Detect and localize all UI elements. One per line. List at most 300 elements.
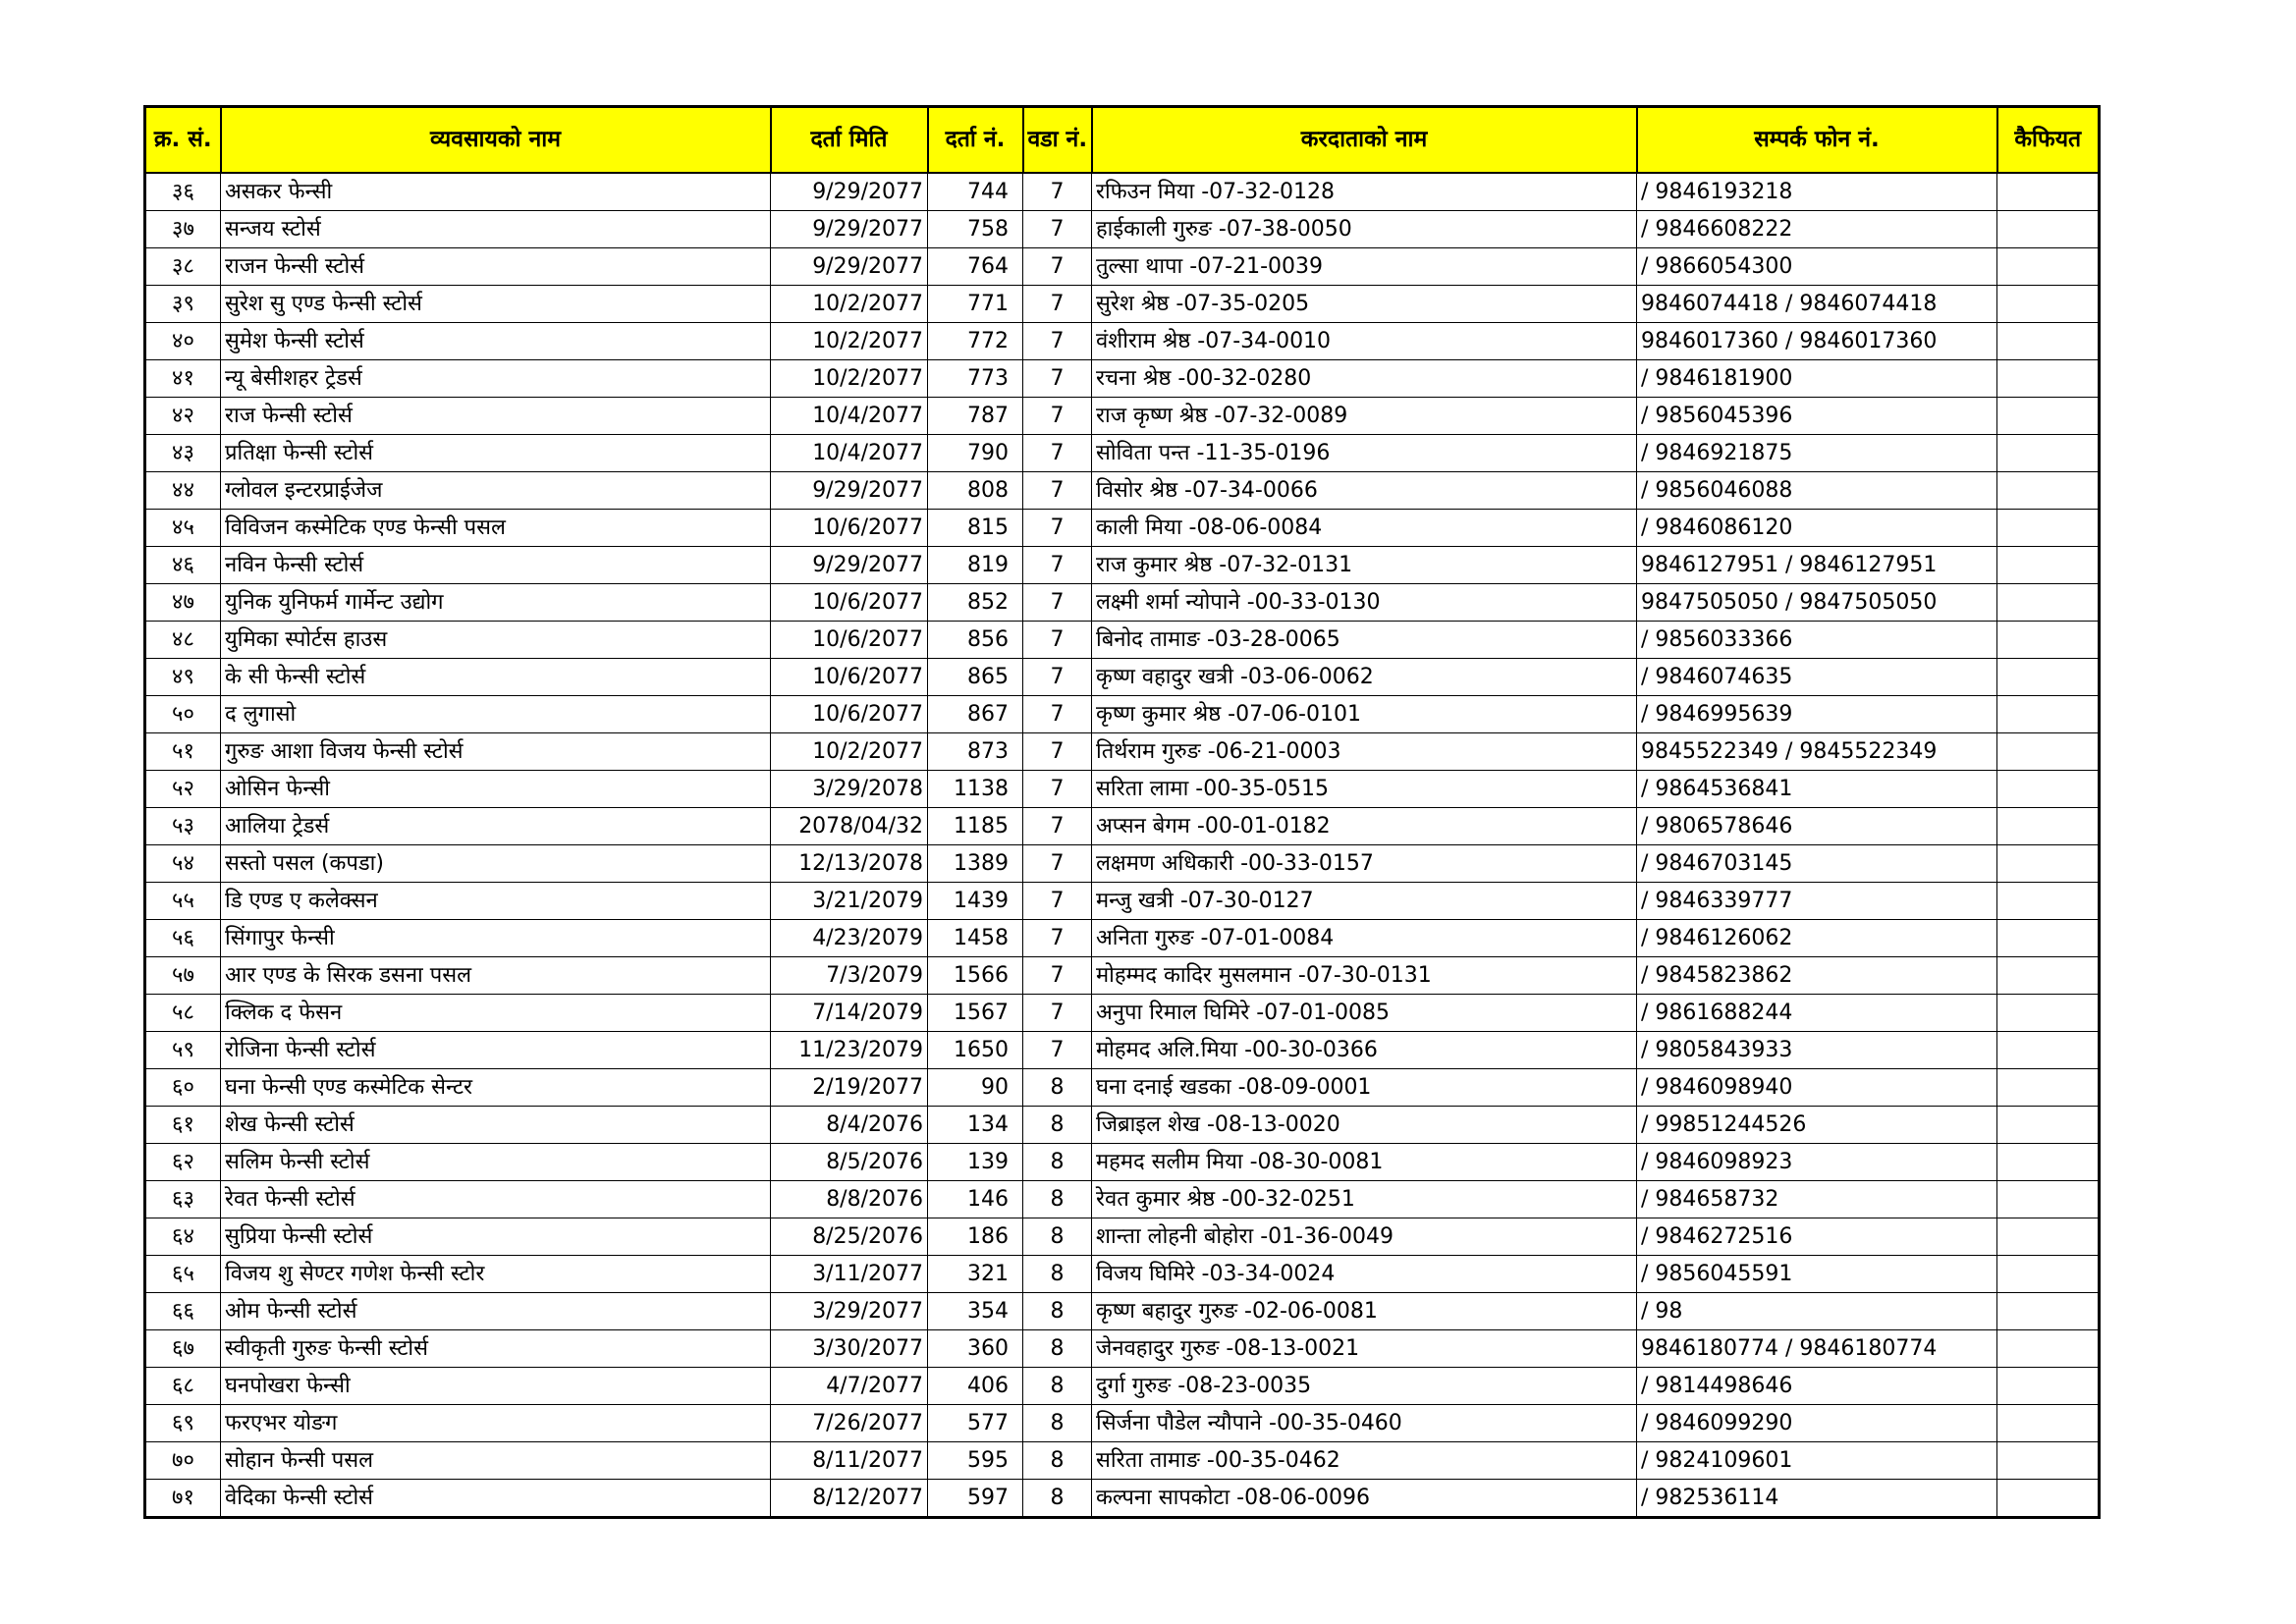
cell-registration-date: 10/6/2077	[771, 695, 928, 732]
cell-taxpayer-name: अनिता गुरुङ -07-01-0084	[1092, 919, 1637, 956]
cell-registration-date: 7/14/2079	[771, 994, 928, 1031]
table-row	[145, 1106, 2100, 1143]
cell-registration-date: 9/29/2077	[771, 210, 928, 247]
cell-taxpayer-name: काली मिया -08-06-0084	[1092, 509, 1637, 546]
cell-registration-number: 354	[928, 1292, 1023, 1329]
cell-taxpayer-name: वंशीराम श्रेष्ठ -07-34-0010	[1092, 322, 1637, 359]
cell-remarks	[1997, 994, 2100, 1031]
cell-registration-date: 12/13/2078	[771, 844, 928, 882]
cell-ward-number: 7	[1023, 1031, 1092, 1068]
cell-ward-number: 8	[1023, 1329, 1092, 1367]
cell-serial-number: ४८	[145, 621, 221, 658]
table-row	[145, 397, 2100, 434]
cell-taxpayer-name: अप्सन बेगम -00-01-0182	[1092, 807, 1637, 844]
cell-serial-number: ४१	[145, 359, 221, 397]
cell-serial-number: ४०	[145, 322, 221, 359]
cell-registration-number: 815	[928, 509, 1023, 546]
cell-taxpayer-name: राज कुमार श्रेष्ठ -07-32-0131	[1092, 546, 1637, 583]
cell-serial-number: ६०	[145, 1068, 221, 1106]
cell-serial-number: ४७	[145, 583, 221, 621]
cell-business-name: ओम फेन्सी स्टोर्स	[221, 1292, 771, 1329]
cell-remarks	[1997, 285, 2100, 322]
table-row	[145, 1143, 2100, 1180]
cell-remarks	[1997, 1404, 2100, 1441]
cell-taxpayer-name: लक्षमण अधिकारी -00-33-0157	[1092, 844, 1637, 882]
cell-registration-number: 90	[928, 1068, 1023, 1106]
cell-registration-date: 4/7/2077	[771, 1367, 928, 1404]
cell-registration-number: 856	[928, 621, 1023, 658]
cell-business-name: विजय शु सेण्टर गणेश फेन्सी स्टोर	[221, 1255, 771, 1292]
table-row	[145, 285, 2100, 322]
cell-contact-phone: 9847505050 / 9847505050	[1637, 583, 1997, 621]
cell-registration-date: 10/6/2077	[771, 583, 928, 621]
cell-ward-number: 7	[1023, 994, 1092, 1031]
cell-contact-phone: / 9846086120	[1637, 509, 1997, 546]
cell-taxpayer-name: रफिउन मिया -07-32-0128	[1092, 173, 1637, 211]
table-row	[145, 1329, 2100, 1367]
cell-registration-number: 873	[928, 732, 1023, 770]
cell-registration-number: 139	[928, 1143, 1023, 1180]
cell-ward-number: 8	[1023, 1180, 1092, 1218]
cell-remarks	[1997, 173, 2100, 211]
table-row	[145, 695, 2100, 732]
cell-registration-number: 1389	[928, 844, 1023, 882]
cell-registration-number: 360	[928, 1329, 1023, 1367]
cell-registration-date: 9/29/2077	[771, 173, 928, 211]
cell-registration-date: 10/6/2077	[771, 621, 928, 658]
cell-contact-phone: / 9856033366	[1637, 621, 1997, 658]
cell-ward-number: 8	[1023, 1218, 1092, 1255]
cell-registration-date: 7/3/2079	[771, 956, 928, 994]
cell-registration-date: 10/2/2077	[771, 732, 928, 770]
cell-ward-number: 7	[1023, 658, 1092, 695]
cell-business-name: राजन फेन्सी स्टोर्स	[221, 247, 771, 285]
cell-registration-date: 8/5/2076	[771, 1143, 928, 1180]
cell-contact-phone: / 9806578646	[1637, 807, 1997, 844]
cell-remarks	[1997, 1106, 2100, 1143]
cell-taxpayer-name: सिर्जना पौडेल न्यौपाने -00-35-0460	[1092, 1404, 1637, 1441]
table-row	[145, 919, 2100, 956]
cell-remarks	[1997, 434, 2100, 471]
cell-registration-number: 1458	[928, 919, 1023, 956]
cell-serial-number: ५३	[145, 807, 221, 844]
cell-business-name: वेदिका फेन्सी स्टोर्स	[221, 1479, 771, 1517]
cell-registration-number: 867	[928, 695, 1023, 732]
cell-remarks	[1997, 1143, 2100, 1180]
cell-remarks	[1997, 546, 2100, 583]
cell-contact-phone: / 9846099290	[1637, 1404, 1997, 1441]
table-row	[145, 994, 2100, 1031]
business-registration-table	[143, 105, 2101, 1519]
cell-registration-number: 744	[928, 173, 1023, 211]
cell-registration-number: 134	[928, 1106, 1023, 1143]
cell-business-name: आलिया ट्रेडर्स	[221, 807, 771, 844]
table-row	[145, 732, 2100, 770]
cell-business-name: के सी फेन्सी स्टोर्स	[221, 658, 771, 695]
cell-contact-phone: 9846074418 / 9846074418	[1637, 285, 1997, 322]
cell-ward-number: 7	[1023, 210, 1092, 247]
cell-ward-number: 8	[1023, 1404, 1092, 1441]
table-row	[145, 1441, 2100, 1479]
cell-registration-number: 577	[928, 1404, 1023, 1441]
cell-business-name: सुरेश सु एण्ड फेन्सी स्टोर्स	[221, 285, 771, 322]
header-business-name: व्यवसायको नाम	[221, 107, 771, 173]
cell-serial-number: ७०	[145, 1441, 221, 1479]
cell-serial-number: ६१	[145, 1106, 221, 1143]
cell-registration-date: 9/29/2077	[771, 546, 928, 583]
cell-ward-number: 8	[1023, 1143, 1092, 1180]
table-row	[145, 1218, 2100, 1255]
cell-remarks	[1997, 919, 2100, 956]
cell-registration-number: 1650	[928, 1031, 1023, 1068]
cell-taxpayer-name: बिनोद तामाङ -03-28-0065	[1092, 621, 1637, 658]
cell-ward-number: 8	[1023, 1367, 1092, 1404]
table-row	[145, 509, 2100, 546]
cell-contact-phone: / 9846074635	[1637, 658, 1997, 695]
cell-contact-phone: / 9846339777	[1637, 882, 1997, 919]
cell-serial-number: ६३	[145, 1180, 221, 1218]
table-row	[145, 173, 2100, 211]
cell-registration-number: 1185	[928, 807, 1023, 844]
cell-remarks	[1997, 1218, 2100, 1255]
cell-contact-phone: 9846127951 / 9846127951	[1637, 546, 1997, 583]
cell-registration-date: 3/29/2078	[771, 770, 928, 807]
cell-serial-number: ४४	[145, 471, 221, 509]
cell-serial-number: ४९	[145, 658, 221, 695]
table-body	[145, 173, 2100, 1518]
cell-business-name: प्रतिक्षा फेन्सी स्टोर्स	[221, 434, 771, 471]
cell-ward-number: 8	[1023, 1068, 1092, 1106]
cell-business-name: फरएभर योङग	[221, 1404, 771, 1441]
cell-contact-phone: / 9846098923	[1637, 1143, 1997, 1180]
cell-taxpayer-name: घना दनाई खडका -08-09-0001	[1092, 1068, 1637, 1106]
cell-registration-number: 790	[928, 434, 1023, 471]
cell-taxpayer-name: विसोर श्रेष्ठ -07-34-0066	[1092, 471, 1637, 509]
cell-taxpayer-name: कृष्ण कुमार श्रेष्ठ -07-06-0101	[1092, 695, 1637, 732]
cell-contact-phone: / 9856046088	[1637, 471, 1997, 509]
cell-ward-number: 7	[1023, 844, 1092, 882]
cell-taxpayer-name: तिर्थराम गुरुङ -06-21-0003	[1092, 732, 1637, 770]
cell-business-name: सलिम फेन्सी स्टोर्स	[221, 1143, 771, 1180]
cell-registration-date: 9/29/2077	[771, 471, 928, 509]
cell-business-name: घना फेन्सी एण्ड कस्मेटिक सेन्टर	[221, 1068, 771, 1106]
cell-business-name: सुप्रिया फेन्सी स्टोर्स	[221, 1218, 771, 1255]
cell-serial-number: ५७	[145, 956, 221, 994]
cell-registration-number: 808	[928, 471, 1023, 509]
cell-taxpayer-name: राज कृष्ण श्रेष्ठ -07-32-0089	[1092, 397, 1637, 434]
cell-ward-number: 8	[1023, 1292, 1092, 1329]
cell-registration-number: 1567	[928, 994, 1023, 1031]
cell-registration-date: 10/4/2077	[771, 434, 928, 471]
cell-registration-number: 186	[928, 1218, 1023, 1255]
cell-contact-phone: / 9846272516	[1637, 1218, 1997, 1255]
table-row	[145, 1255, 2100, 1292]
cell-remarks	[1997, 1068, 2100, 1106]
cell-serial-number: ५२	[145, 770, 221, 807]
cell-remarks	[1997, 844, 2100, 882]
cell-remarks	[1997, 322, 2100, 359]
cell-remarks	[1997, 621, 2100, 658]
cell-ward-number: 7	[1023, 695, 1092, 732]
cell-ward-number: 7	[1023, 247, 1092, 285]
table-row	[145, 1404, 2100, 1441]
cell-registration-number: 771	[928, 285, 1023, 322]
cell-remarks	[1997, 1031, 2100, 1068]
cell-ward-number: 7	[1023, 173, 1092, 211]
cell-business-name: सोहान फेन्सी पसल	[221, 1441, 771, 1479]
cell-contact-phone: / 9845823862	[1637, 956, 1997, 994]
cell-ward-number: 7	[1023, 546, 1092, 583]
cell-registration-date: 8/11/2077	[771, 1441, 928, 1479]
cell-contact-phone: / 98	[1637, 1292, 1997, 1329]
table-row	[145, 807, 2100, 844]
cell-business-name: क्लिक द फेसन	[221, 994, 771, 1031]
cell-remarks	[1997, 397, 2100, 434]
cell-taxpayer-name: कल्पना सापकोटा -08-06-0096	[1092, 1479, 1637, 1517]
cell-business-name: स्वीकृती गुरुङ फेन्सी स्टोर्स	[221, 1329, 771, 1367]
cell-ward-number: 8	[1023, 1106, 1092, 1143]
table-row	[145, 1367, 2100, 1404]
cell-business-name: न्यू बेसीशहर ट्रेडर्स	[221, 359, 771, 397]
cell-registration-number: 321	[928, 1255, 1023, 1292]
registration-sheet	[143, 105, 2098, 1519]
cell-remarks	[1997, 956, 2100, 994]
cell-ward-number: 7	[1023, 621, 1092, 658]
cell-remarks	[1997, 882, 2100, 919]
cell-registration-number: 819	[928, 546, 1023, 583]
cell-remarks	[1997, 1441, 2100, 1479]
cell-business-name: घनपोखरा फेन्सी	[221, 1367, 771, 1404]
table-row	[145, 247, 2100, 285]
cell-taxpayer-name: सरिता लामा -00-35-0515	[1092, 770, 1637, 807]
cell-contact-phone: / 9846098940	[1637, 1068, 1997, 1106]
cell-registration-date: 10/2/2077	[771, 359, 928, 397]
cell-serial-number: ३७	[145, 210, 221, 247]
cell-registration-date: 10/6/2077	[771, 509, 928, 546]
cell-taxpayer-name: शान्ता लोहनी बोहोरा -01-36-0049	[1092, 1218, 1637, 1255]
cell-taxpayer-name: महमद सलीम मिया -08-30-0081	[1092, 1143, 1637, 1180]
cell-remarks	[1997, 509, 2100, 546]
table-row	[145, 1068, 2100, 1106]
table-row	[145, 658, 2100, 695]
table-row	[145, 956, 2100, 994]
cell-taxpayer-name: तुल्सा थापा -07-21-0039	[1092, 247, 1637, 285]
cell-registration-date: 10/2/2077	[771, 322, 928, 359]
cell-serial-number: ३९	[145, 285, 221, 322]
cell-registration-date: 8/4/2076	[771, 1106, 928, 1143]
cell-ward-number: 7	[1023, 434, 1092, 471]
cell-serial-number: ६६	[145, 1292, 221, 1329]
cell-taxpayer-name: हाईकाली गुरुङ -07-38-0050	[1092, 210, 1637, 247]
cell-remarks	[1997, 471, 2100, 509]
cell-business-name: शेख फेन्सी स्टोर्स	[221, 1106, 771, 1143]
cell-business-name: आर एण्ड के सिरक डसना पसल	[221, 956, 771, 994]
cell-contact-phone: / 9856045591	[1637, 1255, 1997, 1292]
cell-taxpayer-name: दुर्गा गुरुङ -08-23-0035	[1092, 1367, 1637, 1404]
cell-business-name: सन्जय स्टोर्स	[221, 210, 771, 247]
cell-serial-number: ५५	[145, 882, 221, 919]
cell-serial-number: ६७	[145, 1329, 221, 1367]
cell-contact-phone: / 99851244526	[1637, 1106, 1997, 1143]
cell-serial-number: ५१	[145, 732, 221, 770]
cell-taxpayer-name: कृष्ण बहादुर गुरुङ -02-06-0081	[1092, 1292, 1637, 1329]
cell-taxpayer-name: विजय घिमिरे -03-34-0024	[1092, 1255, 1637, 1292]
cell-registration-date: 7/26/2077	[771, 1404, 928, 1441]
cell-contact-phone: / 9846193218	[1637, 173, 1997, 211]
cell-ward-number: 8	[1023, 1255, 1092, 1292]
cell-taxpayer-name: मन्जु खत्री -07-30-0127	[1092, 882, 1637, 919]
header-ward-number: वडा नं.	[1023, 107, 1092, 173]
cell-business-name: डि एण्ड ए कलेक्सन	[221, 882, 771, 919]
cell-contact-phone: / 9846995639	[1637, 695, 1997, 732]
cell-registration-number: 865	[928, 658, 1023, 695]
cell-remarks	[1997, 359, 2100, 397]
cell-ward-number: 7	[1023, 322, 1092, 359]
cell-serial-number: ५४	[145, 844, 221, 882]
cell-ward-number: 7	[1023, 359, 1092, 397]
cell-remarks	[1997, 1479, 2100, 1517]
cell-serial-number: ५६	[145, 919, 221, 956]
cell-taxpayer-name: लक्ष्मी शर्मा न्योपाने -00-33-0130	[1092, 583, 1637, 621]
cell-registration-number: 773	[928, 359, 1023, 397]
cell-taxpayer-name: रचना श्रेष्ठ -00-32-0280	[1092, 359, 1637, 397]
cell-contact-phone: 9846017360 / 9846017360	[1637, 322, 1997, 359]
cell-ward-number: 7	[1023, 397, 1092, 434]
cell-ward-number: 8	[1023, 1479, 1092, 1517]
cell-remarks	[1997, 247, 2100, 285]
cell-ward-number: 7	[1023, 732, 1092, 770]
cell-contact-phone: / 9846703145	[1637, 844, 1997, 882]
cell-serial-number: ४३	[145, 434, 221, 471]
cell-contact-phone: / 9846181900	[1637, 359, 1997, 397]
cell-business-name: सुमेश फेन्सी स्टोर्स	[221, 322, 771, 359]
cell-serial-number: ६२	[145, 1143, 221, 1180]
cell-registration-date: 2078/04/32	[771, 807, 928, 844]
cell-ward-number: 7	[1023, 770, 1092, 807]
cell-registration-number: 1138	[928, 770, 1023, 807]
cell-registration-date: 3/30/2077	[771, 1329, 928, 1367]
cell-contact-phone: / 984658732	[1637, 1180, 1997, 1218]
cell-remarks	[1997, 210, 2100, 247]
cell-serial-number: ४२	[145, 397, 221, 434]
cell-remarks	[1997, 1292, 2100, 1329]
cell-serial-number: ५८	[145, 994, 221, 1031]
cell-remarks	[1997, 1367, 2100, 1404]
cell-business-name: नविन फेन्सी स्टोर्स	[221, 546, 771, 583]
cell-taxpayer-name: जेनवहादुर गुरुङ -08-13-0021	[1092, 1329, 1637, 1367]
cell-registration-number: 852	[928, 583, 1023, 621]
cell-ward-number: 7	[1023, 285, 1092, 322]
cell-registration-date: 3/21/2079	[771, 882, 928, 919]
cell-ward-number: 7	[1023, 882, 1092, 919]
cell-business-name: असकर फेन्सी	[221, 173, 771, 211]
cell-taxpayer-name: रेवत कुमार श्रेष्ठ -00-32-0251	[1092, 1180, 1637, 1218]
cell-registration-date: 3/29/2077	[771, 1292, 928, 1329]
cell-business-name: सस्तो पसल (कपडा)	[221, 844, 771, 882]
cell-registration-number: 758	[928, 210, 1023, 247]
cell-contact-phone: / 9846126062	[1637, 919, 1997, 956]
table-row	[145, 1031, 2100, 1068]
table-row	[145, 546, 2100, 583]
cell-serial-number: ५०	[145, 695, 221, 732]
cell-registration-number: 146	[928, 1180, 1023, 1218]
cell-contact-phone: / 9856045396	[1637, 397, 1997, 434]
cell-serial-number: ६८	[145, 1367, 221, 1404]
header-registration-number: दर्ता नं.	[928, 107, 1023, 173]
cell-registration-number: 406	[928, 1367, 1023, 1404]
cell-serial-number: ४५	[145, 509, 221, 546]
cell-taxpayer-name: जिब्राइल शेख -08-13-0020	[1092, 1106, 1637, 1143]
cell-taxpayer-name: सुरेश श्रेष्ठ -07-35-0205	[1092, 285, 1637, 322]
cell-taxpayer-name: सोविता पन्त -11-35-0196	[1092, 434, 1637, 471]
cell-remarks	[1997, 1329, 2100, 1367]
table-row	[145, 322, 2100, 359]
cell-registration-date: 3/11/2077	[771, 1255, 928, 1292]
cell-contact-phone: / 9814498646	[1637, 1367, 1997, 1404]
cell-business-name: द लुगासो	[221, 695, 771, 732]
cell-business-name: विविजन कस्मेटिक एण्ड फेन्सी पसल	[221, 509, 771, 546]
cell-registration-date: 8/25/2076	[771, 1218, 928, 1255]
cell-contact-phone: / 9805843933	[1637, 1031, 1997, 1068]
cell-business-name: ओसिन फेन्सी	[221, 770, 771, 807]
cell-remarks	[1997, 1180, 2100, 1218]
cell-remarks	[1997, 770, 2100, 807]
cell-taxpayer-name: सरिता तामाङ -00-35-0462	[1092, 1441, 1637, 1479]
cell-serial-number: ५९	[145, 1031, 221, 1068]
cell-ward-number: 7	[1023, 471, 1092, 509]
cell-registration-number: 764	[928, 247, 1023, 285]
cell-registration-number: 1566	[928, 956, 1023, 994]
cell-business-name: युमिका स्पोर्टस हाउस	[221, 621, 771, 658]
cell-contact-phone: / 9861688244	[1637, 994, 1997, 1031]
cell-registration-date: 10/4/2077	[771, 397, 928, 434]
cell-registration-number: 597	[928, 1479, 1023, 1517]
cell-remarks	[1997, 1255, 2100, 1292]
cell-contact-phone: / 9864536841	[1637, 770, 1997, 807]
cell-business-name: राज फेन्सी स्टोर्स	[221, 397, 771, 434]
table-row	[145, 434, 2100, 471]
cell-business-name: रेवत फेन्सी स्टोर्स	[221, 1180, 771, 1218]
cell-business-name: सिंगापुर फेन्सी	[221, 919, 771, 956]
table-row	[145, 583, 2100, 621]
cell-registration-date: 8/12/2077	[771, 1479, 928, 1517]
cell-taxpayer-name: कृष्ण वहादुर खत्री -03-06-0062	[1092, 658, 1637, 695]
cell-contact-phone: / 9866054300	[1637, 247, 1997, 285]
header-taxpayer-name: करदाताको नाम	[1092, 107, 1637, 173]
cell-remarks	[1997, 658, 2100, 695]
table-row	[145, 359, 2100, 397]
header-remarks: कैफियत	[1997, 107, 2100, 173]
cell-registration-date: 10/6/2077	[771, 658, 928, 695]
cell-registration-number: 772	[928, 322, 1023, 359]
cell-ward-number: 7	[1023, 807, 1092, 844]
cell-serial-number: ४६	[145, 546, 221, 583]
cell-taxpayer-name: मोहमद अलि.मिया -00-30-0366	[1092, 1031, 1637, 1068]
table-row	[145, 1292, 2100, 1329]
cell-registration-date: 9/29/2077	[771, 247, 928, 285]
table-row	[145, 621, 2100, 658]
cell-serial-number: ३८	[145, 247, 221, 285]
header-contact-phone: सम्पर्क फोन नं.	[1637, 107, 1997, 173]
cell-registration-number: 595	[928, 1441, 1023, 1479]
table-row	[145, 844, 2100, 882]
cell-business-name: ग्लोवल इन्टरप्राईजेज	[221, 471, 771, 509]
cell-ward-number: 7	[1023, 956, 1092, 994]
cell-serial-number: ६९	[145, 1404, 221, 1441]
table-row	[145, 471, 2100, 509]
cell-contact-phone: 9845522349 / 9845522349	[1637, 732, 1997, 770]
cell-contact-phone: / 9824109601	[1637, 1441, 1997, 1479]
